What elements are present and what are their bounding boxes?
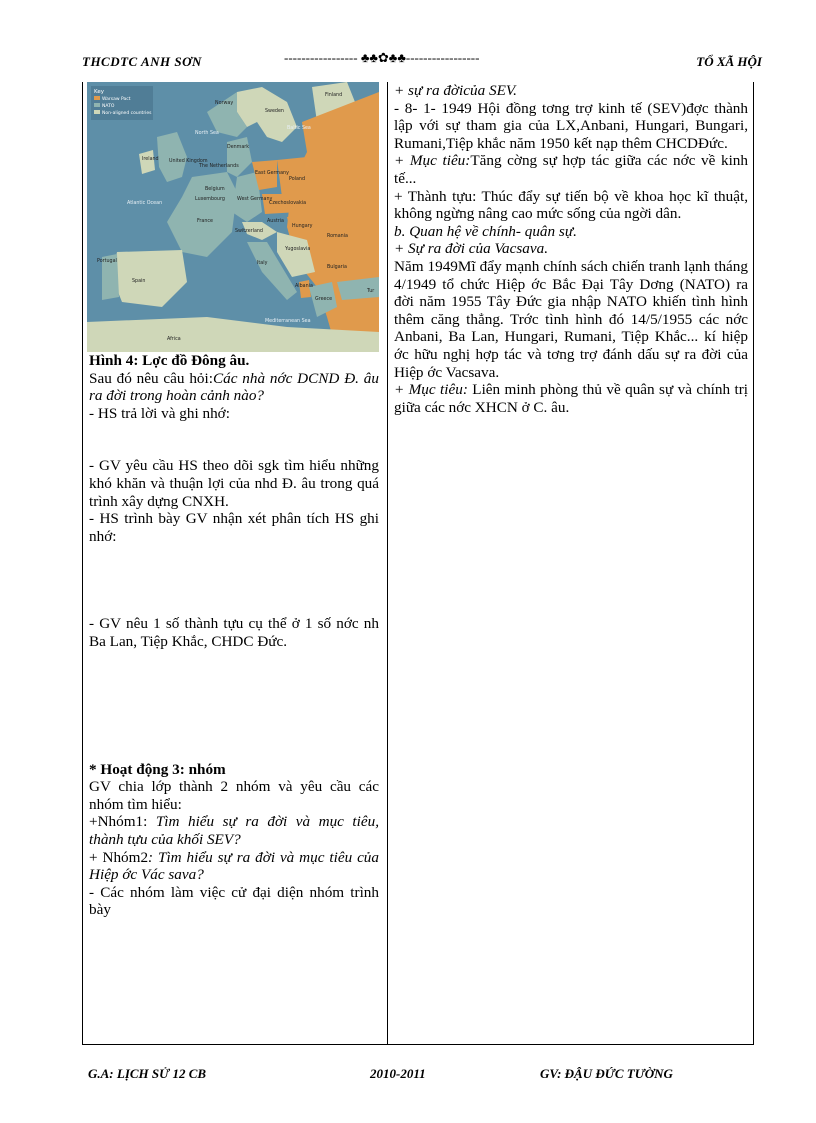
- map-label: France: [197, 219, 213, 224]
- map-label: Hungary: [292, 224, 313, 229]
- group2-task: [89, 849, 379, 884]
- header-department: TỔ XÃ HỘI: [696, 54, 762, 69]
- warsaw-founding: Năm 1949Mĩ đẩy mạnh chính sách chiến tranh lạnh tháng 4/1949 tổ chức Hiệp ớc Bắc Đại Tây Dơng (NATO) ra đời năm 1955 Tây Đức gia nhập NATO khiến tình hình thêm căng thẳng. Trớc tình hình đó 14/5/1955 các nớc Anbani, Ba Lan, Hungari, Rumani, Tiệp Khắc... kí hiệp ớc hữu nghị hợp tác và tơng trợ đánh dấu sự ra đời của Hiệp ớc Vacsava.: [394, 257, 748, 381]
- map-key-label-nonaligned: Non-aligned countries: [102, 111, 152, 116]
- question-paragraph: [89, 370, 379, 405]
- group-present-paragraph: - Các nhóm làm việc cử đại diện nhóm trình bày: [89, 883, 379, 919]
- warsaw-goal-text: Liên minh phòng thủ về quân sự và chính trị giữa các nớc XHCN ở C. âu.: [394, 381, 748, 416]
- map-label: Austria: [267, 219, 284, 224]
- section-b-heading: b. Quan hệ về chính- quân sự.: [394, 222, 577, 240]
- europe-map-image: [87, 82, 379, 352]
- sev-goal: [394, 152, 748, 187]
- student-answer-note: - HS trả lời và ghi nhớ:: [89, 404, 230, 422]
- header-school: THCDTC ANH SƠN: [82, 54, 202, 69]
- map-label: Luxembourg: [195, 197, 225, 202]
- map-label: Spain: [132, 279, 146, 284]
- map-label: Finland: [325, 93, 343, 98]
- map-label: Poland: [289, 177, 306, 182]
- map-label: Africa: [167, 337, 181, 342]
- warsaw-heading: + Sự ra đời của Vacsava.: [394, 240, 549, 258]
- sev-founding: - 8- 1- 1949 Hội đồng tơng trợ kinh tế (SEV)đợc thành lập với sự tham gia của LX,Anbani, Hungari, Bungari, Rumani,Tiệp khắc năm 1950 kết nạp thêm CHCDĐức.: [394, 99, 748, 152]
- sev-goal-label: + Mục tiêu:: [394, 152, 471, 170]
- map-key-swatch-nato: [94, 103, 100, 107]
- footer-course: G.A: LỊCH SỬ 12 CB: [88, 1066, 207, 1081]
- spacer: [89, 545, 379, 615]
- map-graphic: [87, 82, 379, 352]
- map-key-swatch-warsaw: [94, 96, 100, 100]
- map-label: The Netherlands: [199, 164, 239, 169]
- map-label: North Sea: [195, 131, 219, 136]
- spacer: [89, 422, 379, 457]
- lesson-table: [82, 82, 754, 1045]
- map-label: West Germany: [237, 197, 273, 202]
- page-footer: [88, 1066, 748, 1084]
- map-key-title: Key: [94, 89, 104, 95]
- spacer: [89, 651, 379, 761]
- achievements-paragraph: - GV nêu 1 số thành tựu cụ thể ở 1 số nớc nh Ba Lan, Tiệp Khắc, CHDC Đức.: [89, 615, 379, 650]
- sev-achievements: + Thành tựu: Thúc đẩy sự tiến bộ về khoa học kĩ thuật, không ngừng nâng cao mức sống của ngời dân.: [394, 187, 748, 223]
- figure-caption: Hình 4: Lợc đồ Đông âu.: [89, 352, 250, 369]
- map-label: Romania: [327, 234, 348, 239]
- sev-heading: + sự ra đờicủa SEV.: [394, 82, 517, 99]
- question-text: Các nhà nớc DCND Đ. âu ra đời trong hoàn cảnh nào?: [89, 369, 379, 405]
- column-divider: [387, 82, 388, 1044]
- activity-title: * Hoạt động 3: [89, 760, 180, 778]
- map-label: Bulgaria: [327, 265, 347, 270]
- map-key-label-nato: NATO: [102, 104, 115, 109]
- warsaw-goal: [394, 381, 748, 416]
- map-label: Belgium: [205, 187, 225, 192]
- page-header: [82, 50, 762, 70]
- group2-label: + Nhóm2: [89, 848, 149, 866]
- map-label: Norway: [215, 101, 234, 106]
- sev-goal-text: Tăng cờng sự hợp tác giữa các nớc về kinh tế...: [394, 152, 748, 187]
- activity-rest: : nhóm: [179, 760, 226, 778]
- map-label: Mediterranean Sea: [265, 319, 311, 324]
- student-present-paragraph: - HS trình bày GV nhận xét phân tích HS ghi nhớ:: [89, 510, 379, 545]
- map-label: Tur: [367, 289, 375, 294]
- map-label: Albania: [295, 284, 313, 289]
- map-label: Denmark: [227, 145, 250, 150]
- teacher-request-paragraph: - GV yêu cầu HS theo dõi sgk tìm hiểu những khó khăn và thuận lợi của nhd Đ. âu trong quá trình xây dựng CNXH.: [89, 457, 379, 510]
- group2-text: : Tìm hiểu sự ra đời và mục tiêu của Hiệp ớc Vác sava?: [89, 848, 379, 884]
- map-label: United Kingdom: [169, 159, 208, 164]
- group1-label: +Nhóm1:: [89, 813, 156, 831]
- map-label: East Germany: [255, 171, 289, 176]
- teacher-activity-column: [89, 82, 379, 919]
- footer-year: 2010-2011: [370, 1066, 426, 1081]
- map-label: Ireland: [142, 157, 159, 162]
- group1-task: [89, 813, 379, 848]
- map-label: Sweden: [265, 109, 284, 114]
- map-label: Greece: [315, 297, 333, 302]
- header-ornament: ----------------- ♣♣✿♣♣-----------------: [284, 50, 480, 65]
- map-label: Czechoslovakia: [269, 201, 307, 206]
- map-label: Atlantic Ocean: [127, 201, 163, 206]
- activity-heading: [89, 761, 379, 779]
- map-key-swatch-nonaligned: [94, 110, 100, 114]
- group1-text: Tìm hiểu sự ra đời và mục tiêu, thành tựu của khối SEV?: [89, 813, 379, 848]
- group-instruction: GV chia lớp thành 2 nhóm và yêu cầu các nhóm tìm hiểu:: [89, 778, 379, 813]
- map-label: Portugal: [97, 259, 117, 264]
- map-label: Switzerland: [235, 229, 263, 234]
- warsaw-goal-label: + Mục tiêu:: [394, 381, 468, 399]
- footer-teacher: GV: ĐẬU ĐỨC TƯỜNG: [540, 1066, 673, 1081]
- content-column: [394, 82, 748, 416]
- question-prefix: Sau đó nêu câu hỏi:: [89, 369, 213, 387]
- map-key-label-warsaw: Warsaw Pact: [102, 97, 131, 102]
- map-label: Baltic Sea: [287, 126, 311, 131]
- map-label: Yugoslavia: [285, 247, 311, 252]
- map-label: Italy: [257, 261, 268, 266]
- map-albania: [299, 280, 311, 298]
